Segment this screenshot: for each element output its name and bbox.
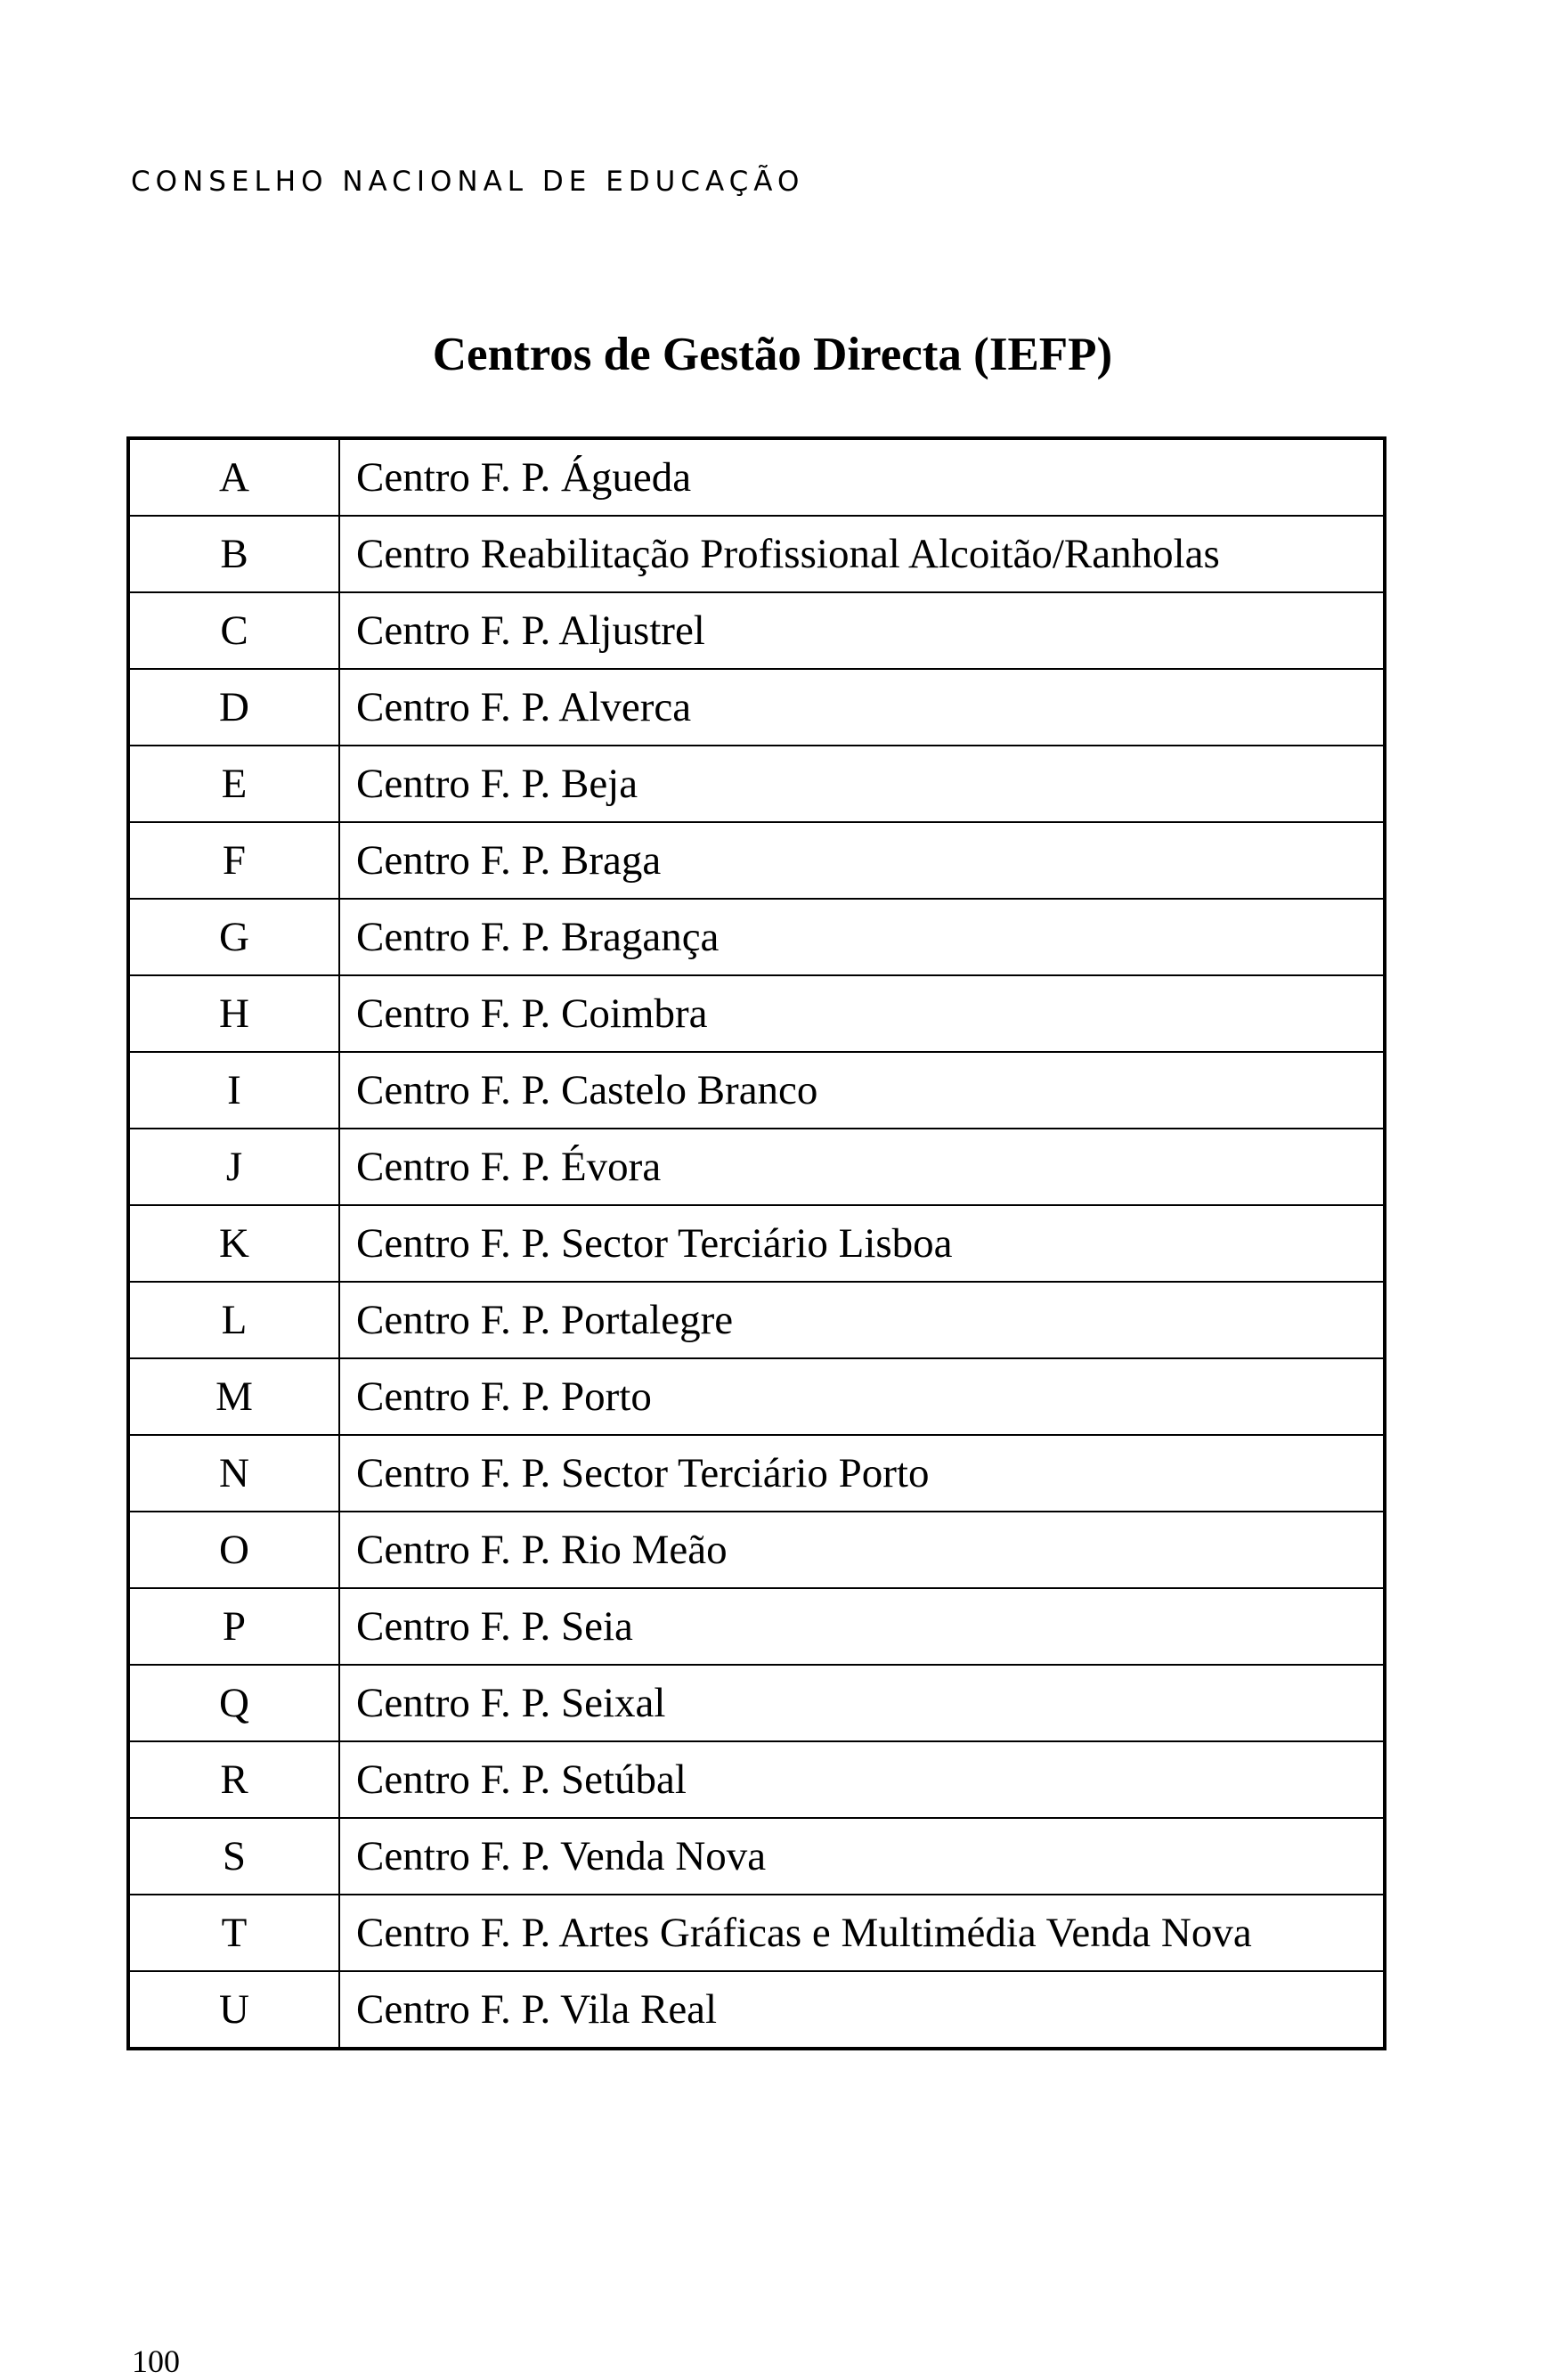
table-row <box>128 1282 1385 1358</box>
table-row <box>128 669 1385 746</box>
row-letter: A <box>128 438 339 516</box>
centros-table-body <box>128 438 1385 2049</box>
row-letter: F <box>128 822 339 899</box>
row-letter: K <box>128 1205 339 1282</box>
table-row <box>128 1665 1385 1741</box>
row-letter: Q <box>128 1665 339 1741</box>
row-letter: O <box>128 1512 339 1588</box>
page-title: Centros de Gestão Directa (IEFP) <box>432 329 1113 380</box>
row-center-name: Centro F. P. Braga <box>339 822 1385 899</box>
table-row <box>128 822 1385 899</box>
table-row <box>128 1818 1385 1895</box>
row-letter: M <box>128 1358 339 1435</box>
row-center-name: Centro F. P. Vila Real <box>339 1971 1385 2049</box>
row-center-name: Centro F. P. Alverca <box>339 669 1385 746</box>
row-center-name: Centro F. P. Sector Terciário Porto <box>339 1435 1385 1512</box>
table-row <box>128 1741 1385 1818</box>
running-header: CONSELHO NACIONAL DE EDUCAÇÃO <box>131 166 805 198</box>
table-row <box>128 1052 1385 1129</box>
row-center-name: Centro F. P. Rio Meão <box>339 1512 1385 1588</box>
table-row <box>128 1435 1385 1512</box>
row-center-name: Centro F. P. Venda Nova <box>339 1818 1385 1895</box>
row-center-name: Centro F. P. Portalegre <box>339 1282 1385 1358</box>
row-center-name: Centro F. P. Porto <box>339 1358 1385 1435</box>
table-row <box>128 1512 1385 1588</box>
row-center-name: Centro F. P. Setúbal <box>339 1741 1385 1818</box>
row-center-name: Centro F. P. Castelo Branco <box>339 1052 1385 1129</box>
row-letter: C <box>128 592 339 669</box>
row-center-name: Centro F. P. Artes Gráficas e Multimédia Venda Nova <box>339 1895 1385 1971</box>
row-center-name: Centro F. P. Évora <box>339 1129 1385 1205</box>
row-letter: E <box>128 746 339 822</box>
row-center-name: Centro F. P. Sector Terciário Lisboa <box>339 1205 1385 1282</box>
row-letter: H <box>128 975 339 1052</box>
row-letter: I <box>128 1052 339 1129</box>
table-row <box>128 1971 1385 2049</box>
table-row <box>128 746 1385 822</box>
table-row <box>128 899 1385 975</box>
table-row <box>128 516 1385 592</box>
row-center-name: Centro F. P. Bragança <box>339 899 1385 975</box>
table-row <box>128 1129 1385 1205</box>
row-letter: D <box>128 669 339 746</box>
row-center-name: Centro F. P. Aljustrel <box>339 592 1385 669</box>
row-letter: L <box>128 1282 339 1358</box>
table-row <box>128 975 1385 1052</box>
row-letter: P <box>128 1588 339 1665</box>
row-letter: G <box>128 899 339 975</box>
table-row <box>128 438 1385 516</box>
row-center-name: Centro Reabilitação Profissional Alcoitão/Ranholas <box>339 516 1385 592</box>
table-row <box>128 592 1385 669</box>
row-letter: N <box>128 1435 339 1512</box>
row-center-name: Centro F. P. Seixal <box>339 1665 1385 1741</box>
row-letter: B <box>128 516 339 592</box>
page-number: 100 <box>132 2343 180 2379</box>
row-center-name: Centro F. P. Seia <box>339 1588 1385 1665</box>
row-center-name: Centro F. P. Beja <box>339 746 1385 822</box>
row-letter: U <box>128 1971 339 2049</box>
row-letter: T <box>128 1895 339 1971</box>
row-letter: S <box>128 1818 339 1895</box>
table-row <box>128 1895 1385 1971</box>
table-row <box>128 1205 1385 1282</box>
row-letter: R <box>128 1741 339 1818</box>
row-center-name: Centro F. P. Coimbra <box>339 975 1385 1052</box>
table-row <box>128 1358 1385 1435</box>
row-letter: J <box>128 1129 339 1205</box>
centros-table <box>126 436 1386 2050</box>
row-center-name: Centro F. P. Águeda <box>339 438 1385 516</box>
table-row <box>128 1588 1385 1665</box>
